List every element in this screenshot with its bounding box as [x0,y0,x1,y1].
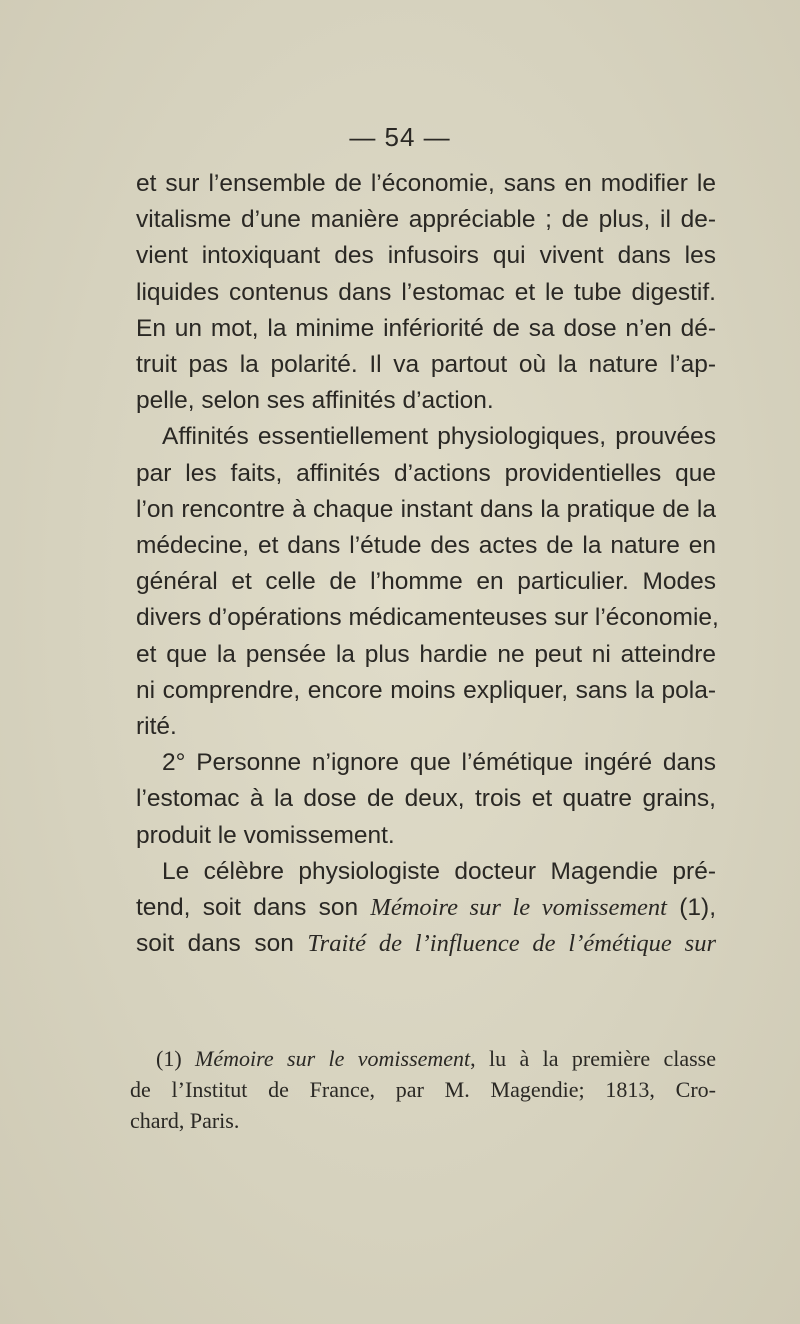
text-fragment: , lu à la première classe [470,1046,716,1071]
text-line: divers d’opérations médicamenteuses sur l’économie, [136,604,719,632]
text-line: général et celle de l’homme en particulier. Modes [136,568,716,596]
footnote-line: de l’Institut de France, par M. Magendie; 1813, Cro- [130,1077,716,1102]
text-line: et sur l’ensemble de l’économie, sans en modifier le [136,170,716,197]
text-line: par les faits, affinités d’actions providentielles que [136,459,716,487]
italic-title-memoire: Mémoire sur le vomissement [370,894,667,922]
text-line: l’estomac à la dose de deux, trois et quatre grains, [136,785,716,813]
text-line: l’on rencontre à chaque instant dans la pratique de la [136,495,716,523]
footnote-line [130,1043,716,1074]
footnote [130,1043,716,1136]
text-line: et que la pensée la plus hardie ne peut ni atteindre [136,640,716,668]
text-line: Le célèbre physiologiste docteur Magendie pré- [162,857,716,885]
text-line: liquides contenus dans l’estomac et le tube digestif. [136,278,716,306]
text-line: Affinités essentiellement physiologiques, prouvées [162,423,716,451]
footnote-reference: (1), [679,894,716,922]
text-line: vitalisme d’une manière appréciable ; de plus, il de- [136,206,716,234]
text-line: 2° Personne n’ignore que l’émétique ingéré dans [162,749,716,777]
italic-title-memoire: Mémoire sur le vomissement [195,1046,471,1071]
text-line-mixed [136,926,716,962]
text-fragment: soit dans son [136,930,294,958]
footnote-line: chard, Paris. [130,1108,240,1133]
page-number: — 54 — [349,122,451,152]
text-fragment: tend, soit dans son [136,894,359,922]
text-line: rité. [136,713,177,741]
text-line: truit pas la polarité. Il va partout où la nature l’ap- [136,351,716,379]
text-line-mixed [136,890,716,926]
text-line: médecine, et dans l’étude des actes de la nature en [136,532,716,560]
text-line: vient intoxiquant des infusoirs qui vivent dans les [136,242,716,270]
text-line: produit le vomissement. [136,821,395,849]
text-line: En un mot, la minime infériorité de sa dose n’en dé- [136,314,716,342]
text-line: ni comprendre, encore moins expliquer, sans la pola- [136,676,716,704]
body-text [136,166,719,962]
text-line: pelle, selon ses affinités d’action. [136,387,494,415]
footnote-marker: (1) [156,1046,182,1071]
italic-title-traite: Traité de l’influence de l’émétique sur [307,930,716,958]
